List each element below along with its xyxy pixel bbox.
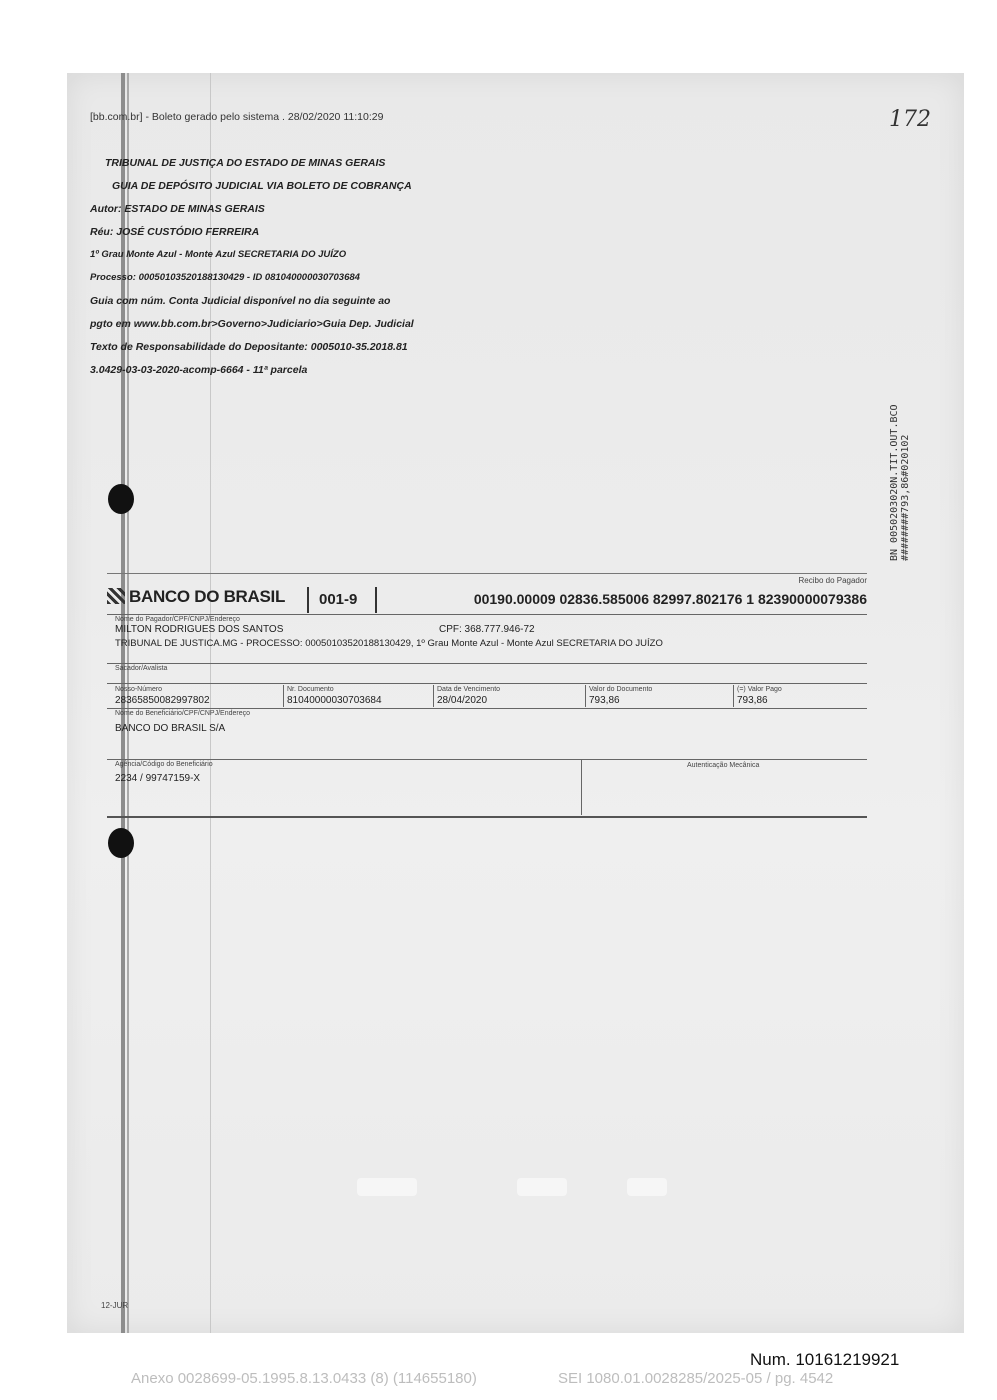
divider xyxy=(307,587,309,613)
system-line: [bb.com.br] - Boleto gerado pelo sistema . 28/02/2020 11:10:29 xyxy=(90,111,384,123)
sacador-label: Sacador/Avalista xyxy=(115,665,168,672)
divider xyxy=(733,685,734,707)
footer-right: SEI 1080.01.0028285/2025-05 / pg. 4542 xyxy=(558,1370,834,1387)
bank-code: 001-9 xyxy=(319,591,358,608)
page-number: Num. 10161219921 xyxy=(750,1350,900,1369)
autenticacao-label: Autenticação Mecânica xyxy=(687,762,760,769)
divider xyxy=(585,685,586,707)
pagador-cpf: CPF: 368.777.946-72 xyxy=(439,624,535,635)
field-label: Valor do Documento xyxy=(589,686,653,693)
beneficiario-label: Nome do Beneficiário/CPF/CNPJ/Endereço xyxy=(115,710,251,717)
info-line: pgto em www.bb.com.br>Governo>Judiciario>Guia Dep. Judicial xyxy=(90,318,414,330)
side-authentication-code: BN 0050203020N.TIT.OUT.BCO ########793,86#020102 xyxy=(889,404,911,561)
data-vencimento: 28/04/2020 xyxy=(437,695,488,706)
punch-hole xyxy=(108,484,134,514)
field-label: Data de Vencimento xyxy=(437,686,501,693)
scanned-page xyxy=(67,73,964,1333)
valor-pago: 793,86 xyxy=(737,695,768,706)
divider xyxy=(107,614,867,615)
divider xyxy=(107,663,867,664)
process-line: Processo: 00050103520188130429 - ID 081040000030703684 xyxy=(90,272,360,283)
punch-hole xyxy=(108,828,134,858)
pagador-name: MILTON RODRIGUES DOS SANTOS xyxy=(115,624,284,635)
form-code: 12-JUR xyxy=(101,1301,129,1310)
footer-left: Anexo 0028699-05.1995.8.13.0433 (8) (114655180) xyxy=(131,1370,477,1387)
smudge xyxy=(357,1178,417,1196)
smudge xyxy=(627,1178,667,1196)
divider xyxy=(107,759,867,760)
responsibility-line: Texto de Responsabilidade do Depositante: 0005010-35.2018.81 xyxy=(90,341,408,353)
field-label: (=) Valor Pago xyxy=(737,686,782,693)
field-label: Nosso-Número xyxy=(115,686,163,693)
court-title: TRIBUNAL DE JUSTIÇA DO ESTADO DE MINAS GERAIS xyxy=(105,157,386,169)
tear-edge xyxy=(107,816,867,818)
defendant-line: Réu: JOSÉ CUSTÓDIO FERREIRA xyxy=(90,226,260,238)
bank-header xyxy=(107,583,867,613)
bank-logo-icon xyxy=(107,588,125,604)
divider xyxy=(107,573,867,574)
divider xyxy=(107,708,867,709)
author-line: Autor: ESTADO DE MINAS GERAIS xyxy=(90,203,265,215)
divider xyxy=(107,683,867,684)
agencia-label: Agência/Código do Beneficiário xyxy=(115,761,213,768)
agencia-value: 2234 / 99747159-X xyxy=(115,773,201,784)
divider xyxy=(433,685,434,707)
guide-title: GUIA DE DEPÓSITO JUDICIAL VIA BOLETO DE COBRANÇA xyxy=(112,180,412,192)
bank-logo: BANCO DO BRASIL xyxy=(107,587,285,607)
valor-documento: 793,86 xyxy=(589,695,620,706)
pagador-address: TRIBUNAL DE JUSTICA.MG - PROCESSO: 00050103520188130429, 1º Grau Monte Azul - Monte Azul SECRETARIA DO JUÍZO xyxy=(115,638,663,649)
smudge xyxy=(517,1178,567,1196)
nr-documento: 81040000030703684 xyxy=(287,695,382,706)
linha-digitavel: 00190.00009 02836.585006 82997.802176 1 82390000079386 xyxy=(473,591,867,607)
boleto-receipt xyxy=(107,573,867,828)
nosso-numero: 28365850082997802 xyxy=(115,695,210,706)
pagador-label: Nome do Pagador/CPF/CNPJ/Endereço xyxy=(115,616,240,623)
divider xyxy=(283,685,284,707)
responsibility-line: 3.0429-03-03-2020-acomp-6664 - 11ª parcela xyxy=(90,364,308,376)
divider xyxy=(581,760,582,815)
court-location-line: 1º Grau Monte Azul - Monte Azul SECRETARIA DO JUÍZO xyxy=(90,249,347,260)
beneficiario-name: BANCO DO BRASIL S/A xyxy=(115,723,226,734)
divider xyxy=(375,587,377,613)
recibo-label: Recibo do Pagador xyxy=(798,576,867,585)
handwritten-page-number: 172 xyxy=(889,107,931,132)
info-line: Guia com núm. Conta Judicial disponível no dia seguinte ao xyxy=(90,295,391,307)
field-label: Nr. Documento xyxy=(287,686,334,693)
